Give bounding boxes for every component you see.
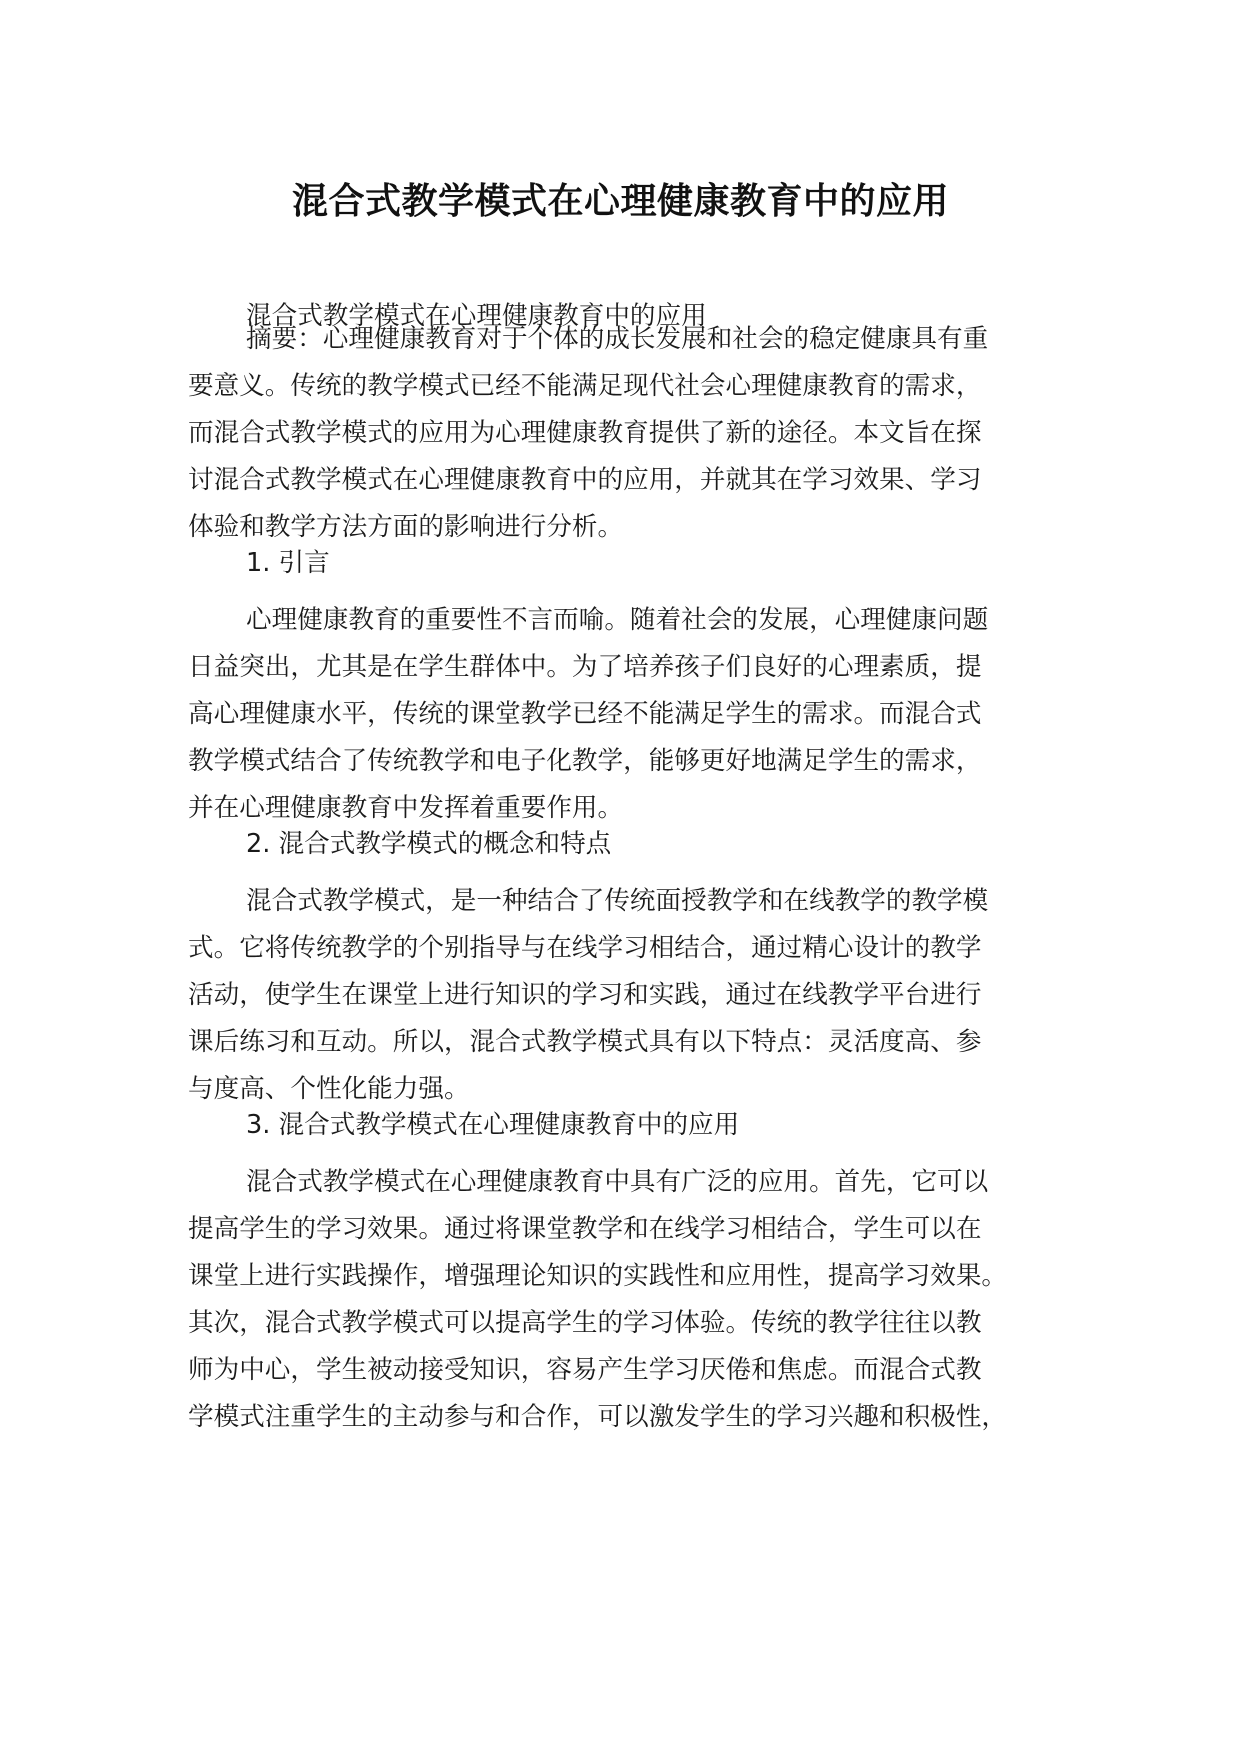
section1-line: 高心理健康水平，传统的课堂教学已经不能满足学生的需求。而混合式 [188,699,982,729]
section1-line: 日益突出，尤其是在学生群体中。为了培养孩子们良好的心理素质，提 [188,652,982,682]
section3-heading: 3. 混合式教学模式在心理健康教育中的应用 [246,1110,740,1140]
section1-line: 并在心理健康教育中发挥着重要作用。 [188,793,624,823]
section3-line: 师为中心，学生被动接受知识，容易产生学习厌倦和焦虑。而混合式教 [188,1355,982,1385]
section3-line: 课堂上进行实践操作，增强理论知识的实践性和应用性，提高学习效果。 [188,1261,1008,1291]
section3-line: 学模式注重学生的主动参与和合作，可以激发学生的学习兴趣和积极性， [188,1402,1008,1432]
section2-heading: 2. 混合式教学模式的概念和特点 [246,829,612,859]
section2-line: 与度高、个性化能力强。 [188,1074,470,1104]
section1-heading: 1. 引言 [246,548,330,578]
section3-line: 其次，混合式教学模式可以提高学生的学习体验。传统的教学往往以教 [188,1308,982,1338]
abstract-line: 而混合式教学模式的应用为心理健康教育提供了新的途径。本文旨在探 [188,418,982,448]
section1-heading-block [188,540,1048,587]
section1-line: 教学模式结合了传统教学和电子化教学，能够更好地满足学生的需求， [188,746,982,776]
section2-line: 活动，使学生在课堂上进行知识的学习和实践，通过在线教学平台进行 [188,980,982,1010]
section2-heading-block [188,821,1048,868]
section2-paragraph [188,878,1048,1113]
abstract-paragraph [188,316,1048,551]
section3-line: 混合式教学模式在心理健康教育中具有广泛的应用。首先，它可以 [246,1167,989,1197]
abstract-line: 摘要：心理健康教育对于个体的成长发展和社会的稳定健康具有重 [246,324,989,354]
abstract-line: 讨混合式教学模式在心理健康教育中的应用，并就其在学习效果、学习 [188,465,982,495]
section3-paragraph [188,1159,1048,1441]
section2-line: 混合式教学模式，是一种结合了传统面授教学和在线教学的教学模 [246,886,989,916]
document-title: 混合式教学模式在心理健康教育中的应用 [291,181,949,222]
section2-line: 课后练习和互动。所以，混合式教学模式具有以下特点：灵活度高、参 [188,1027,982,1057]
section1-line: 心理健康教育的重要性不言而喻。随着社会的发展，心理健康问题 [246,605,989,635]
section3-line: 提高学生的学习效果。通过将课堂教学和在线学习相结合，学生可以在 [188,1214,982,1244]
document-subtitle: 混合式教学模式在心理健康教育中的应用 [246,301,707,331]
section3-heading-block [188,1102,1048,1149]
section1-paragraph [188,597,1048,832]
abstract-line: 体验和教学方法方面的影响进行分析。 [188,512,624,542]
section2-line: 式。它将传统教学的个别指导与在线学习相结合，通过精心设计的教学 [188,933,982,963]
abstract-line: 要意义。传统的教学模式已经不能满足现代社会心理健康教育的需求， [188,371,982,401]
